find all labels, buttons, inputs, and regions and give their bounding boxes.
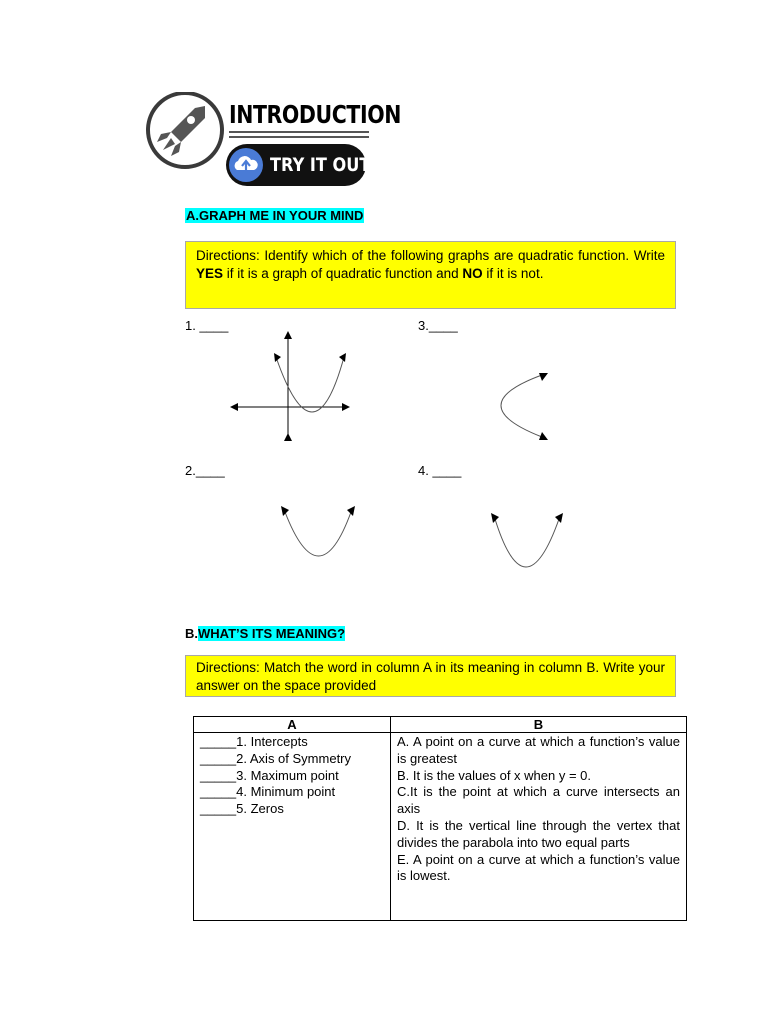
column-b-header: B: [391, 717, 687, 733]
list-item: E. A point on a curve at which a function’s value is lowest.: [397, 851, 680, 884]
list-item[interactable]: _____4. Minimum point: [200, 784, 336, 800]
cloud-upload-icon: [228, 147, 264, 183]
graph-1: [220, 325, 360, 445]
directions-yes: YES: [196, 266, 224, 281]
section-a-directions: [185, 241, 676, 309]
column-a-cell: [194, 733, 391, 921]
directions-text: if it is not.: [482, 266, 544, 281]
title-underline: [229, 131, 369, 133]
title-underline-2: [229, 136, 369, 138]
graph-2: [275, 500, 365, 570]
directions-no: NO: [462, 266, 483, 281]
directions-text: if it is a graph of quadratic function and: [223, 266, 463, 281]
list-item: B. It is the values of x when y = 0.: [397, 767, 592, 783]
list-item[interactable]: _____3. Maximum point: [200, 767, 339, 783]
list-item[interactable]: _____1. Intercepts: [200, 734, 308, 749]
section-a-heading: A.GRAPH ME IN YOUR MIND: [186, 208, 364, 223]
item-2-label: 2.____: [185, 463, 225, 478]
column-a-header: A: [194, 717, 391, 733]
list-item: A. A point on a curve at which a function’s value is greatest: [397, 734, 680, 766]
section-b-directions: Directions: Match the word in column A in its meaning in column B. Write your answer on the space provided: [185, 655, 676, 697]
page-title: INTRODUCTION: [229, 100, 401, 129]
directions-text: Directions: Identify which of the following graphs are quadratic function. Write: [196, 248, 665, 263]
list-item[interactable]: _____2. Axis of Symmetry: [200, 750, 352, 766]
list-item: C.It is the point at which a curve intersects an axis: [397, 784, 680, 817]
list-item: D. It is the vertical line through the vertex that divides the parabola into two equal parts: [397, 817, 680, 850]
list-item[interactable]: _____5. Zeros: [200, 801, 284, 817]
graph-3: [480, 365, 560, 450]
section-b-heading: [185, 626, 345, 641]
matching-table: [193, 716, 687, 921]
rocket-icon: [148, 93, 222, 167]
item-4-label: 4. ____: [418, 463, 462, 478]
item-3-label: 3.____: [418, 318, 458, 333]
item-1-label: 1. ____: [185, 318, 229, 333]
graph-4: [485, 505, 575, 575]
column-b-cell: [391, 733, 687, 921]
try-it-out-label: TRY IT OUT: [270, 154, 371, 176]
section-b-prefix: B.: [185, 626, 198, 641]
section-b-title: WHAT’S ITS MEANING?: [198, 626, 346, 641]
